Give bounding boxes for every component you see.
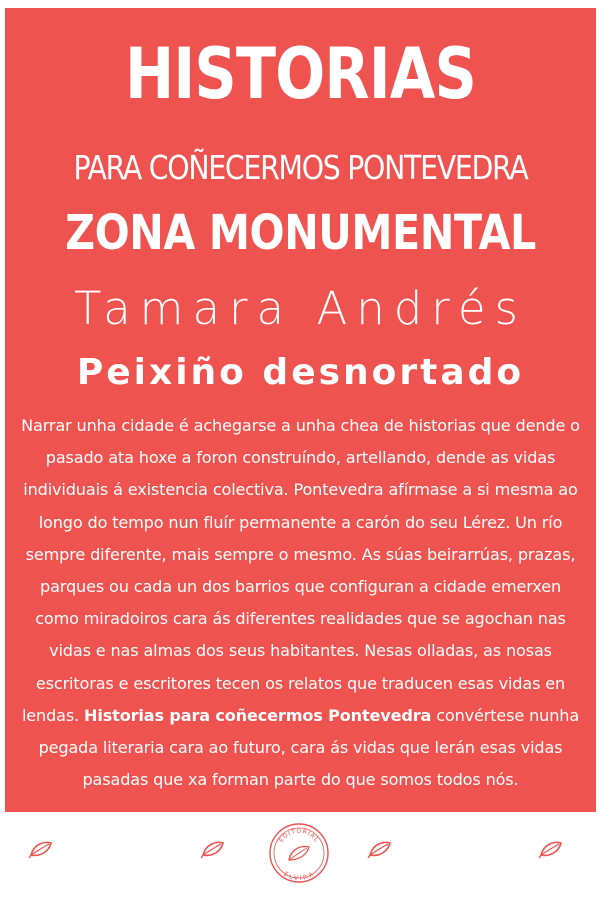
leaf-icon bbox=[367, 838, 393, 860]
story-title: Peixiño desnortado bbox=[76, 352, 525, 393]
zone-title: ZONA MONUMENTAL bbox=[65, 205, 536, 261]
description-series-name: Historias para coñecermos Pontevedra bbox=[84, 705, 432, 725]
author-name: Tamara Andrés bbox=[74, 282, 527, 335]
cover-panel bbox=[5, 8, 596, 812]
series-subtitle: PARA COÑECERMOS PONTEVEDRA bbox=[73, 148, 528, 187]
cover-description bbox=[21, 410, 580, 796]
publisher-seal-icon bbox=[268, 822, 330, 884]
series-title: HISTORIAS bbox=[125, 33, 476, 115]
svg-text:ELVIRA bbox=[282, 871, 315, 883]
seal-top-text: EDITORIAL bbox=[277, 827, 321, 844]
description-text-end: convértese nunha pegada literaria cara ao futuro, cara ás vidas que lerán esas vidas pasadas que xa forman parte do que somos todos nós. bbox=[38, 705, 580, 790]
leaf-icon bbox=[200, 838, 226, 860]
description-text-start: Narrar unha cidade é achegarse a unha chea de historias que dende o pasado ata hoxe a foron construíndo, artellando, dende as vidas individuais á existencia colectiva. Pontevedra afírmase a si mesma ao longo do tempo nun fluír permanente a carón do seu Lérez. Un río sempre diferente, mais sempre o mesmo. As súas beirarrúas, prazas, parques ou cada un dos barrios que configuran a cidade emerxen como miradoiros cara ás diferentes realidades que se agochan nas vidas e nas almas dos seus habitantes. Nesas olladas, as nosas escritoras e escritores tecen os relatos que traducen esas vidas en lendas. bbox=[21, 416, 580, 725]
svg-text:EDITORIAL bbox=[278, 828, 321, 844]
leaf-icon bbox=[538, 838, 564, 860]
leaf-icon bbox=[28, 838, 54, 860]
seal-bottom-text: ELVIRA bbox=[282, 870, 316, 883]
